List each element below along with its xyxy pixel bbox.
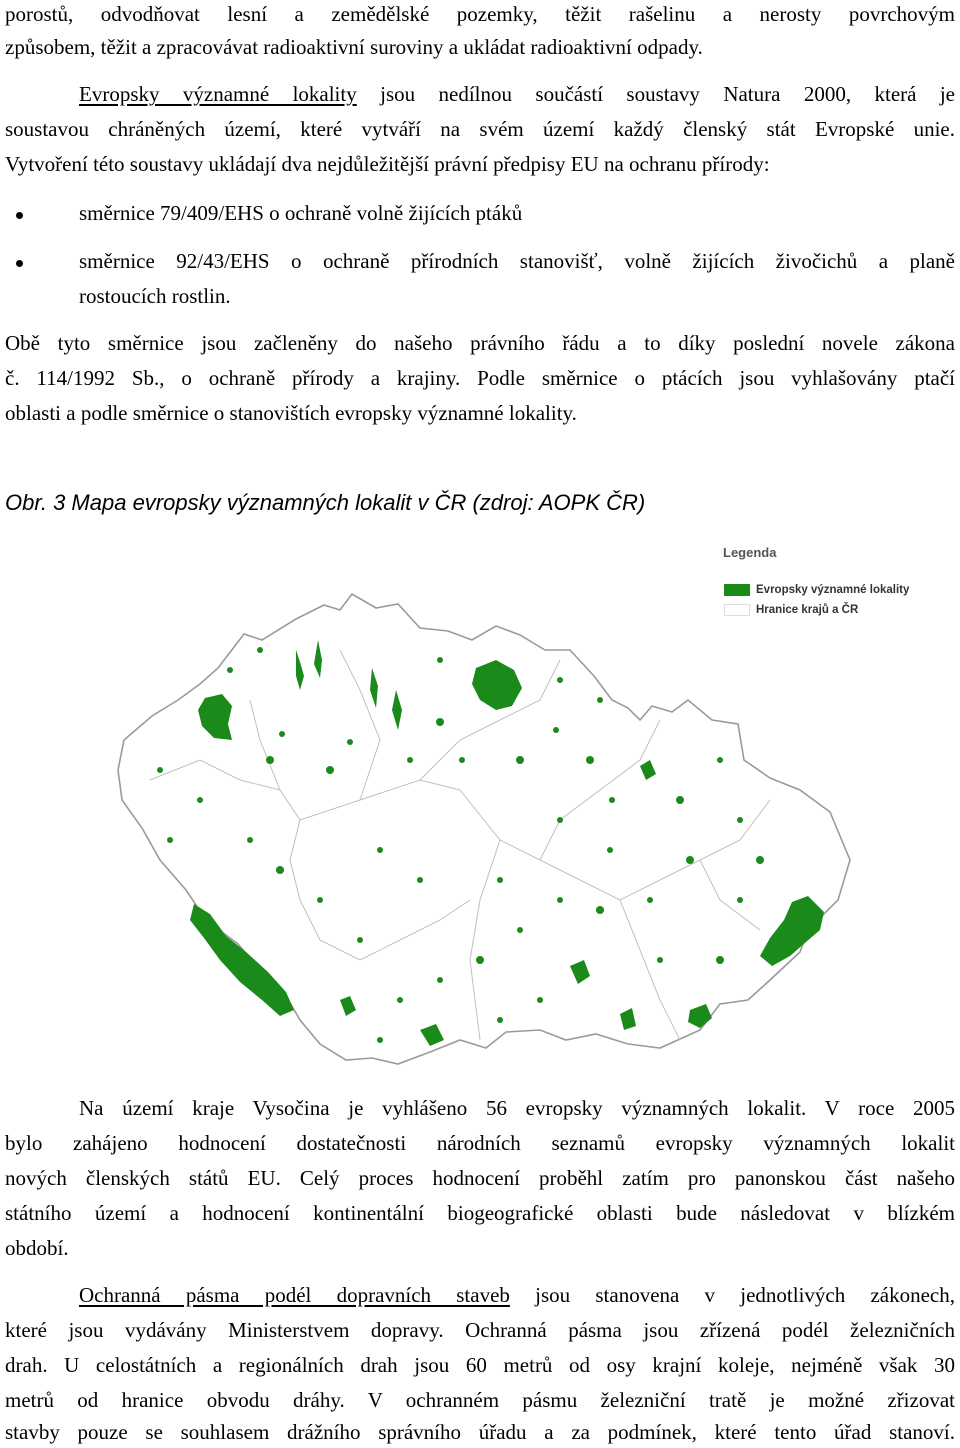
text-line: které jsou vydávány Ministerstvem dopravy. Ochranná pásma jsou zřízená podél železničních — [5, 1318, 955, 1342]
text-line: oblasti a podle směrnice o stanovištích evropsky významné lokality. — [5, 401, 577, 425]
text-line: státního území a hodnocení kontinentální biogeografické oblasti bude následovat v blízkém — [5, 1201, 955, 1225]
text-line: Vytvoření této soustavy ukládají dva nejdůležitější právní předpisy EU na ochranu přírody: — [5, 152, 770, 176]
legend-title: Legenda — [723, 545, 777, 560]
text-line: Obě tyto směrnice jsou začleněny do našeho právního řádu a to díky poslední novele zákona — [5, 331, 955, 355]
text-line — [79, 1281, 955, 1309]
text-line: metrů od hranice obvodu dráhy. V ochranném pásmu železniční tratě je možné zřizovat — [5, 1388, 955, 1412]
text-line: soustavou chráněných území, které vytváří na svém území každý členský stát Evropské unie. — [5, 117, 955, 141]
text-line: Na území kraje Vysočina je vyhlášeno 56 evropsky významných lokalit. V roce 2005 — [79, 1096, 955, 1120]
bullet-dot — [16, 212, 23, 219]
text-line: období. — [5, 1236, 69, 1260]
text-fragment: jsou nedílnou součástí soustavy Natura 2000, která je — [356, 82, 955, 106]
list-item: směrnice 92/43/EHS o ochraně přírodních stanovišť, volně žijících živočichů a planě — [79, 249, 955, 273]
text-line: porostů, odvodňovat lesní a zemědělské pozemky, těžit rašelinu a nerosty povrchovým — [5, 2, 955, 26]
text-fragment: jsou stanovena v jednotlivých zákonech, — [509, 1283, 955, 1307]
legend-item-sites — [724, 584, 909, 596]
text-line: bylo zahájeno hodnocení dostatečnosti národních seznamů evropsky významných lokalit — [5, 1131, 955, 1155]
text-line: stavby pouze se souhlasem drážního správního úřadu a za podmínek, které tento úřad stanoví. — [5, 1420, 955, 1444]
text-line: č. 114/1992 Sb., o ochraně přírody a krajiny. Podle směrnice o ptácích jsou vyhlašovány ptačí — [5, 366, 955, 390]
text-line: způsobem, těžit a zpracovávat radioaktivní suroviny a ukládat radioaktivní odpady. — [5, 35, 703, 59]
legend-label: Evropsky významné lokality — [756, 584, 910, 597]
link-evropsky-vyznamne-lokality[interactable]: Evropsky významné lokality — [79, 82, 357, 106]
text-line: nových členských států EU. Celý proces hodnocení proběhl zatím pro panonskou část našeho — [5, 1166, 955, 1190]
link-ochranna-pasma[interactable]: Ochranná pásma podél dopravních staveb — [79, 1283, 510, 1307]
list-item: směrnice 79/409/EHS o ochraně volně žijících ptáků — [79, 201, 523, 225]
figure-caption: Obr. 3 Mapa evropsky významných lokalit v ČR (zdroj: AOPK ČR) — [5, 490, 646, 515]
legend-label: Hranice krajů a ČR — [756, 604, 859, 617]
legend-swatch — [724, 584, 750, 596]
legend-item-boundaries — [724, 604, 858, 616]
map-outline — [118, 594, 850, 1064]
bullet-dot — [16, 260, 23, 267]
list-item-continuation: rostoucích rostlin. — [79, 284, 231, 308]
text-line — [5, 80, 955, 108]
legend-swatch — [724, 604, 750, 616]
text-line: drah. U celostátních a regionálních drah jsou 60 metrů od osy krajní koleje, nejméně však 30 — [5, 1353, 955, 1377]
